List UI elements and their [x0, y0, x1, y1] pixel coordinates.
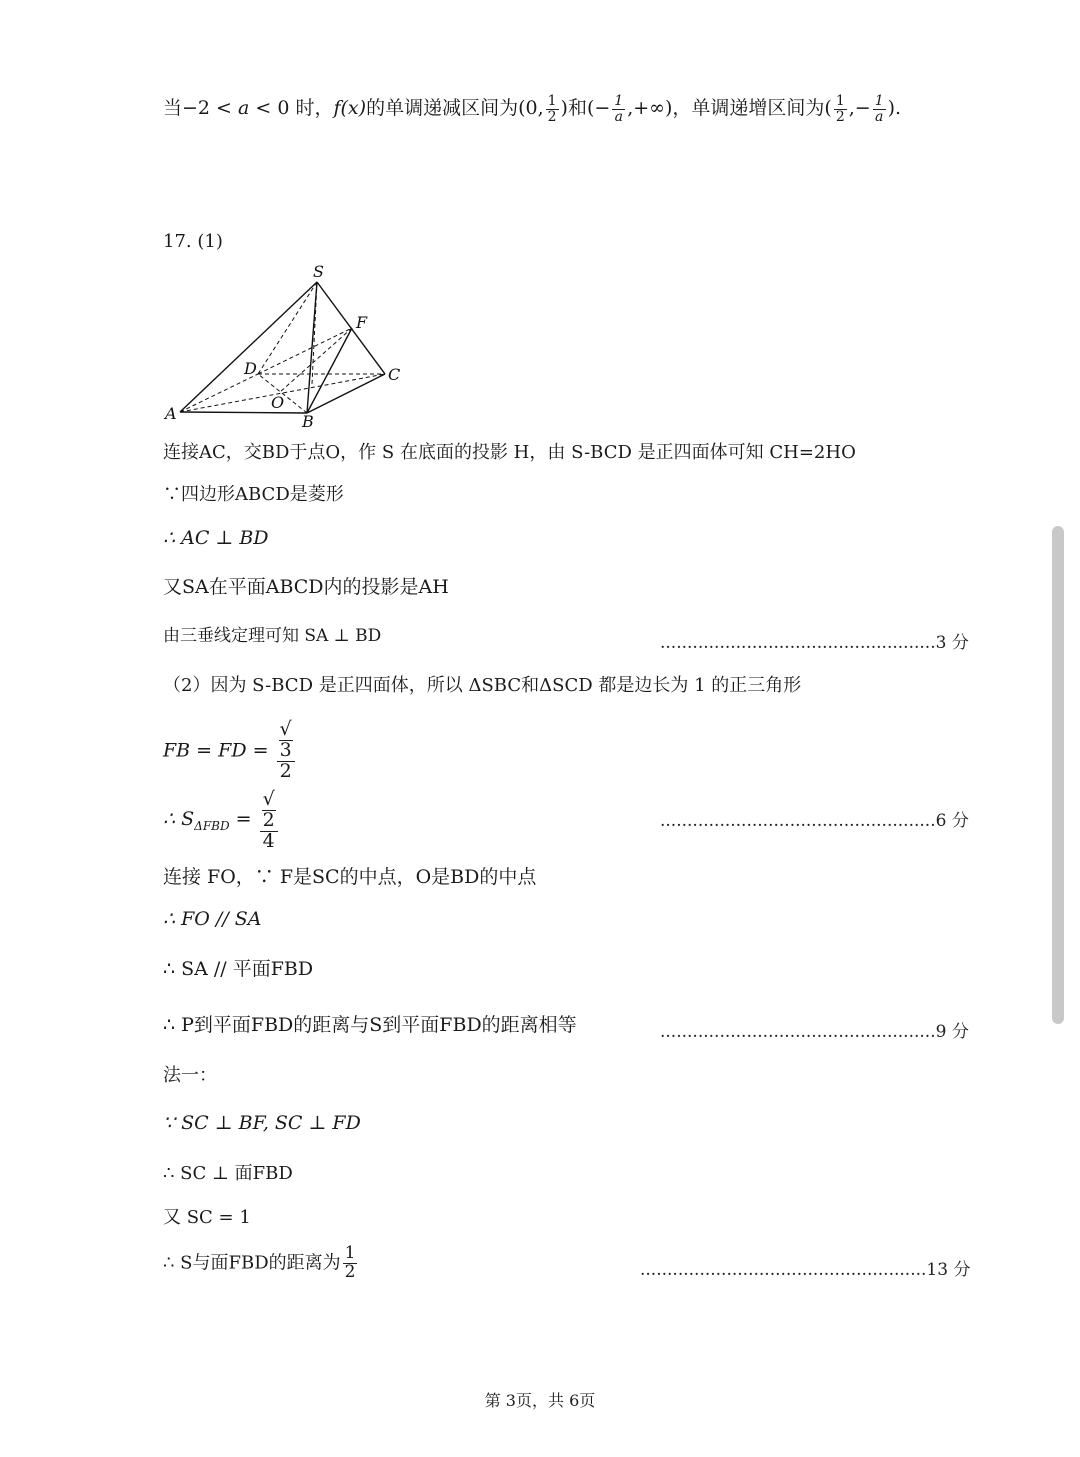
page-footer: 第 3页，共 6页 — [484, 1391, 596, 1410]
label-D: D — [244, 359, 257, 378]
text-segment: ,+∞)，单调递增区间为( — [627, 97, 832, 120]
label-F: F — [356, 313, 368, 332]
text-line: （2）因为 S-BCD 是正四面体，所以 ΔSBC和ΔSCD 都是边长为 1 的正三角形 — [163, 675, 802, 696]
edge-AD — [180, 374, 258, 412]
score-9: ...................................................9 分 — [660, 1022, 969, 1042]
text-segment: FB = FD = — [163, 739, 275, 762]
scrollbar-thumb[interactable] — [1052, 526, 1064, 1024]
text-line: ∵四边形ABCD是菱形 — [163, 484, 344, 505]
label-C: C — [388, 365, 401, 384]
text-segment: ∴ S与面FBD的距离为 — [163, 1252, 341, 1274]
text-line: ∴ SC ⊥ 面FBD — [163, 1163, 293, 1184]
edge-AB — [180, 412, 307, 413]
label-S: S — [313, 262, 324, 281]
text-segment: ,− — [848, 97, 871, 120]
fraction: √ 2 4 — [260, 790, 278, 852]
pyramid-figure — [160, 262, 410, 432]
text-line: ∴ SA // 平面FBD — [163, 958, 314, 980]
top-line — [163, 94, 901, 124]
fraction: $\frac{1}{2}$ — [547, 93, 557, 125]
formula-area — [163, 790, 280, 852]
text-segment: < 0 时， — [249, 97, 334, 120]
edge-SD — [258, 282, 317, 374]
label-A: A — [165, 404, 177, 423]
text-line: 连接AC，交BD于点O，作 S 在底面的投影 H，由 S-BCD 是正四面体可知 CH=2HO — [163, 442, 856, 463]
text-line: ∴ AC ⊥ BD — [163, 527, 269, 549]
text-line: 又SA在平面ABCD内的投影是AH — [163, 576, 449, 598]
text-segment: = — [229, 807, 258, 830]
text-line: 法一： — [163, 1065, 217, 1086]
formula-distance — [163, 1245, 359, 1282]
score-13: .....................................................13 分 — [640, 1260, 971, 1280]
fraction: $\frac{1}{2}$ — [835, 93, 845, 125]
text-segment: ∴ S — [163, 807, 195, 830]
score-6: ...................................................6 分 — [660, 811, 969, 831]
edge-SC — [317, 282, 385, 374]
fraction: $\frac{1}{a}$ — [874, 93, 884, 125]
label-O: O — [271, 393, 285, 412]
label-B: B — [302, 412, 314, 431]
text-line: 连接 FO，∵ F是SC的中点，O是BD的中点 — [163, 866, 537, 888]
subscript: ΔFBD — [194, 818, 230, 833]
edge-DF — [258, 328, 352, 374]
text-line: ∴ FO // SA — [163, 908, 262, 930]
problem-label: 17. (1) — [163, 231, 223, 252]
fraction: $\frac{1}{2}$ — [344, 1243, 356, 1282]
function-fx: f(x) — [333, 97, 367, 120]
text-line: ∴ P到平面FBD的距离与S到平面FBD的距离相等 — [163, 1014, 577, 1036]
text-line: ∵ SC ⊥ BF, SC ⊥ FD — [163, 1112, 361, 1134]
variable-a: a — [238, 97, 250, 120]
text-segment: )和(− — [560, 97, 611, 120]
score-3: ...................................................3 分 — [660, 633, 969, 653]
fraction: √ 3 2 — [277, 720, 295, 782]
edge-SA — [180, 282, 317, 412]
text-segment: 当−2 < — [163, 97, 239, 120]
text-segment: ). — [887, 97, 902, 120]
text-line: 又 SC = 1 — [163, 1207, 251, 1228]
edge-BC — [307, 374, 385, 413]
formula-fb-fd — [163, 720, 297, 782]
text-line: 由三垂线定理可知 SA ⊥ BD — [163, 626, 382, 646]
edge-SB — [307, 282, 317, 413]
fraction: $\frac{1}{a}$ — [614, 93, 624, 125]
text-segment: 的单调递减区间为(0, — [366, 97, 544, 120]
